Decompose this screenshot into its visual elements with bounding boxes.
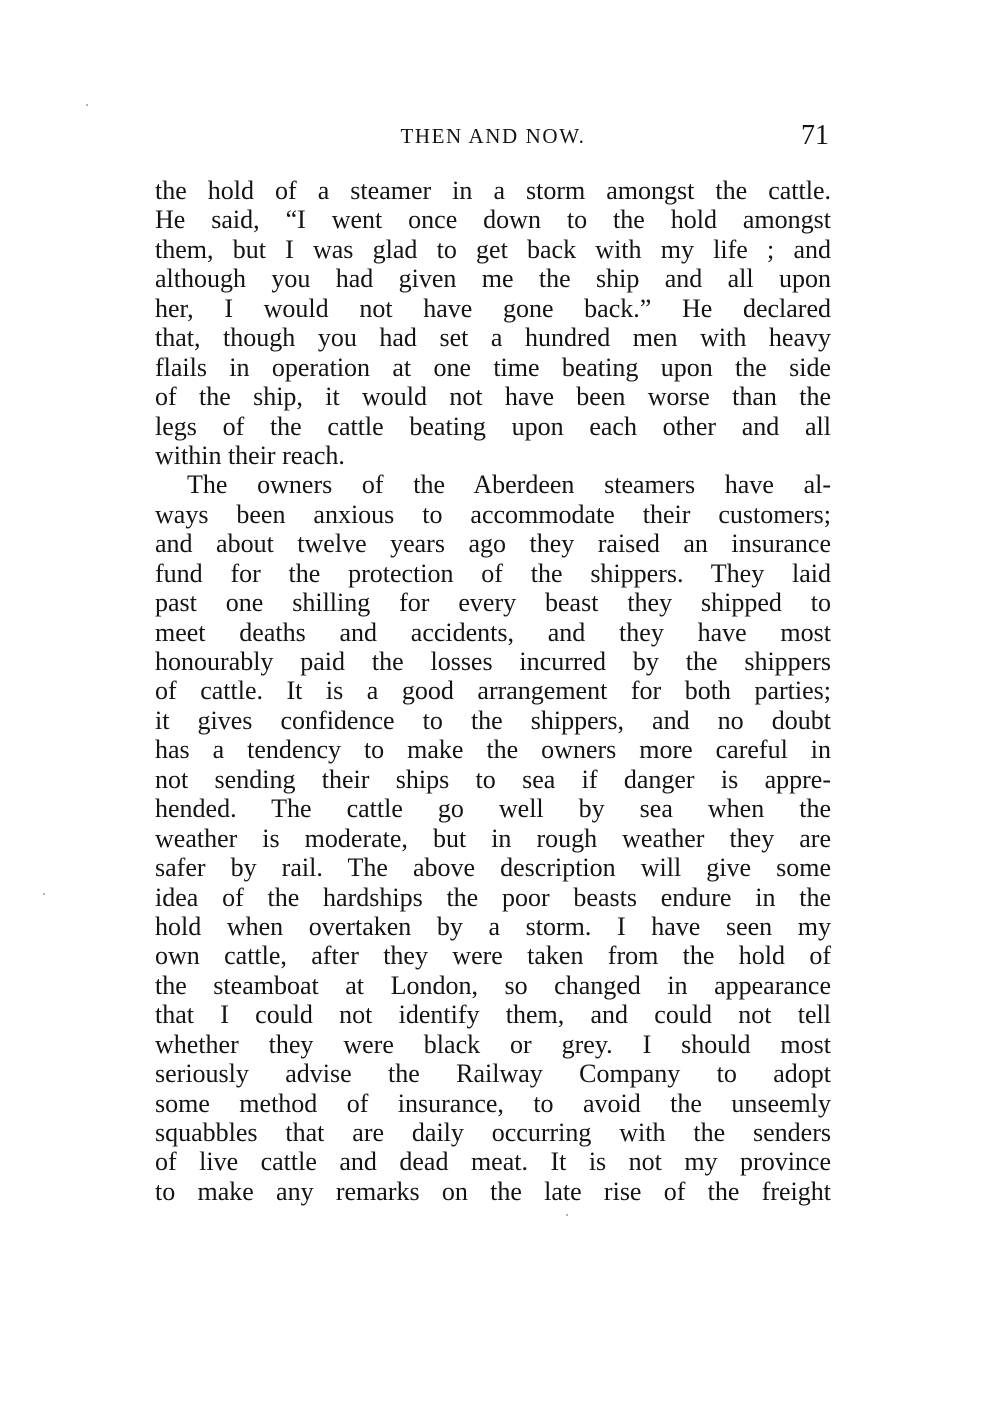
running-title: THEN AND NOW. (400, 124, 586, 148)
text-line: safer by rail. The above description will give some (155, 853, 831, 883)
text-line: hended. The cattle go well by sea when the (155, 794, 831, 824)
text-line: flails in operation at one time beating upon the side (155, 352, 831, 382)
text-line: and about twelve years ago they raised an insurance (155, 529, 831, 559)
text-line: ways been anxious to accommodate their customers; (155, 499, 831, 529)
text-line: within their reach. (155, 440, 345, 470)
text-line: seriously advise the Railway Company to adopt (155, 1059, 831, 1089)
text-line: her, I would not have gone back.” He declared (155, 293, 831, 323)
text-line: it gives confidence to the shippers, and no doubt (155, 705, 831, 735)
text-line: He said, “I went once down to the hold amongst (155, 205, 831, 235)
text-line: fund for the protection of the shippers. They laid (155, 558, 831, 588)
text-line: of live cattle and dead meat. It is not my province (155, 1147, 831, 1177)
text-line: squabbles that are daily occurring with the senders (155, 1118, 831, 1147)
text-line: them, but I was glad to get back with my life ; and (155, 234, 831, 264)
text-line: idea of the hardships the poor beasts endure in the (155, 882, 831, 912)
text-line: honourably paid the losses incurred by the shippers (155, 647, 831, 676)
text-line: to make any remarks on the late rise of the freight (155, 1176, 831, 1206)
paragraph-start-line: The owners of the Aberdeen steamers have al- (187, 470, 831, 500)
text-line: the steamboat at London, so changed in appearance (155, 970, 831, 1000)
text-line: although you had given me the ship and all upon (155, 264, 831, 294)
text-line: hold when overtaken by a storm. I have seen my (155, 911, 831, 941)
text-line: whether they were black or grey. I should most (155, 1029, 831, 1059)
text-line: the hold of a steamer in a storm amongst the cattle. (155, 176, 831, 205)
text-line: of cattle. It is a good arrangement for both parties; (155, 676, 831, 706)
running-head (155, 120, 831, 154)
text-line: meet deaths and accidents, and they have most (155, 617, 831, 647)
text-line: past one shilling for every beast they shipped to (155, 588, 831, 618)
text-line: that I could not identify them, and could not tell (155, 1000, 831, 1030)
text-line: weather is moderate, but in rough weather they are (155, 823, 831, 853)
text-line: has a tendency to make the owners more careful in (155, 735, 831, 765)
text-line: not sending their ships to sea if danger is appre- (155, 764, 831, 794)
text-line: that, though you had set a hundred men with heavy (155, 323, 831, 353)
page-number: 71 (801, 120, 829, 151)
scan-speck (43, 893, 45, 895)
scan-speck (566, 1214, 568, 1216)
text-line: of the ship, it would not have been worse than the (155, 382, 831, 412)
text-line: some method of insurance, to avoid the unseemly (155, 1088, 831, 1118)
body-text (155, 176, 831, 1206)
text-line: own cattle, after they were taken from the hold of (155, 941, 831, 971)
scan-speck (86, 104, 88, 106)
text-line: legs of the cattle beating upon each other and all (155, 411, 831, 441)
